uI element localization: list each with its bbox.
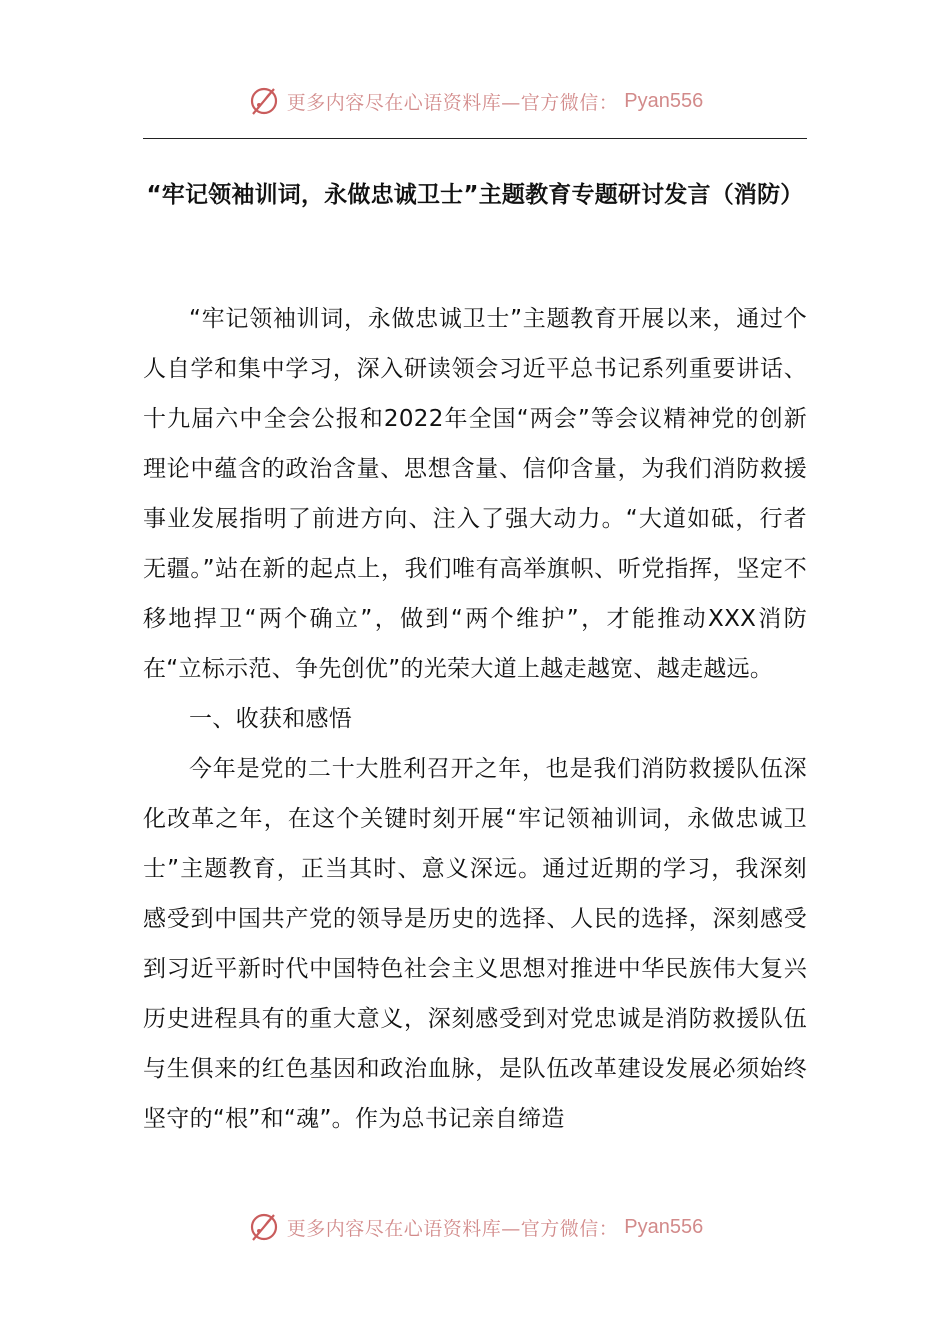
header-banner-text: 更多内容尽在心语资料库—官方微信： — [286, 91, 619, 114]
paragraph-intro: “牢记领袖训词，永做忠诚卫士”主题教育开展以来，通过个人自学和集中学习，深入研读领会习近平总书记系列重要讲话、十九届六中全会公报和2022年全国“两会”等会议精神党的创新理论中蕴含的政治含量、思想含量、信仰含量，为我们消防救援事业发展指明了前进方向、注入了强大动力。“大道如砥，行者无疆。”站在新的起点上，我们唯有高举旗帜、听党指挥，坚定不移地捍卫“两个确立”，做到“两个维护”，才能推动XXX消防在“立标示范、争先创优”的光荣大道上越走越宽、越走越远。 — [143, 306, 807, 682]
footer-banner — [0, 1210, 950, 1244]
section-heading-1: 一、收获和感悟 — [189, 706, 353, 732]
footer-banner-wechat-id: Pyan556 — [624, 1215, 704, 1238]
header-banner-wechat-id: Pyan556 — [624, 89, 704, 112]
header-divider — [143, 138, 807, 139]
document-title: “牢记领袖训词，永做忠诚卫士”主题教育专题研讨发言（消防） — [146, 182, 804, 208]
quill-logo-icon — [247, 84, 281, 118]
document-body — [143, 294, 807, 1144]
header-banner — [0, 84, 950, 118]
paragraph-section-1: 今年是党的二十大胜利召开之年，也是我们消防救援队伍深化改革之年，在这个关键时刻开展“牢记领袖训词，永做忠诚卫士”主题教育，正当其时、意义深远。通过近期的学习，我深刻感受到中国共产党的领导是历史的选择、人民的选择，深刻感受到习近平新时代中国特色社会主义思想对推进中华民族伟大复兴历史进程具有的重大意义，深刻感受到对党忠诚是消防救援队伍与生俱来的红色基因和政治血脉，是队伍改革建设发展必须始终坚守的“根”和“魂”。作为总书记亲自缔造 — [143, 756, 807, 1132]
footer-banner-text: 更多内容尽在心语资料库—官方微信： — [286, 1217, 619, 1240]
quill-logo-icon — [247, 1210, 281, 1244]
